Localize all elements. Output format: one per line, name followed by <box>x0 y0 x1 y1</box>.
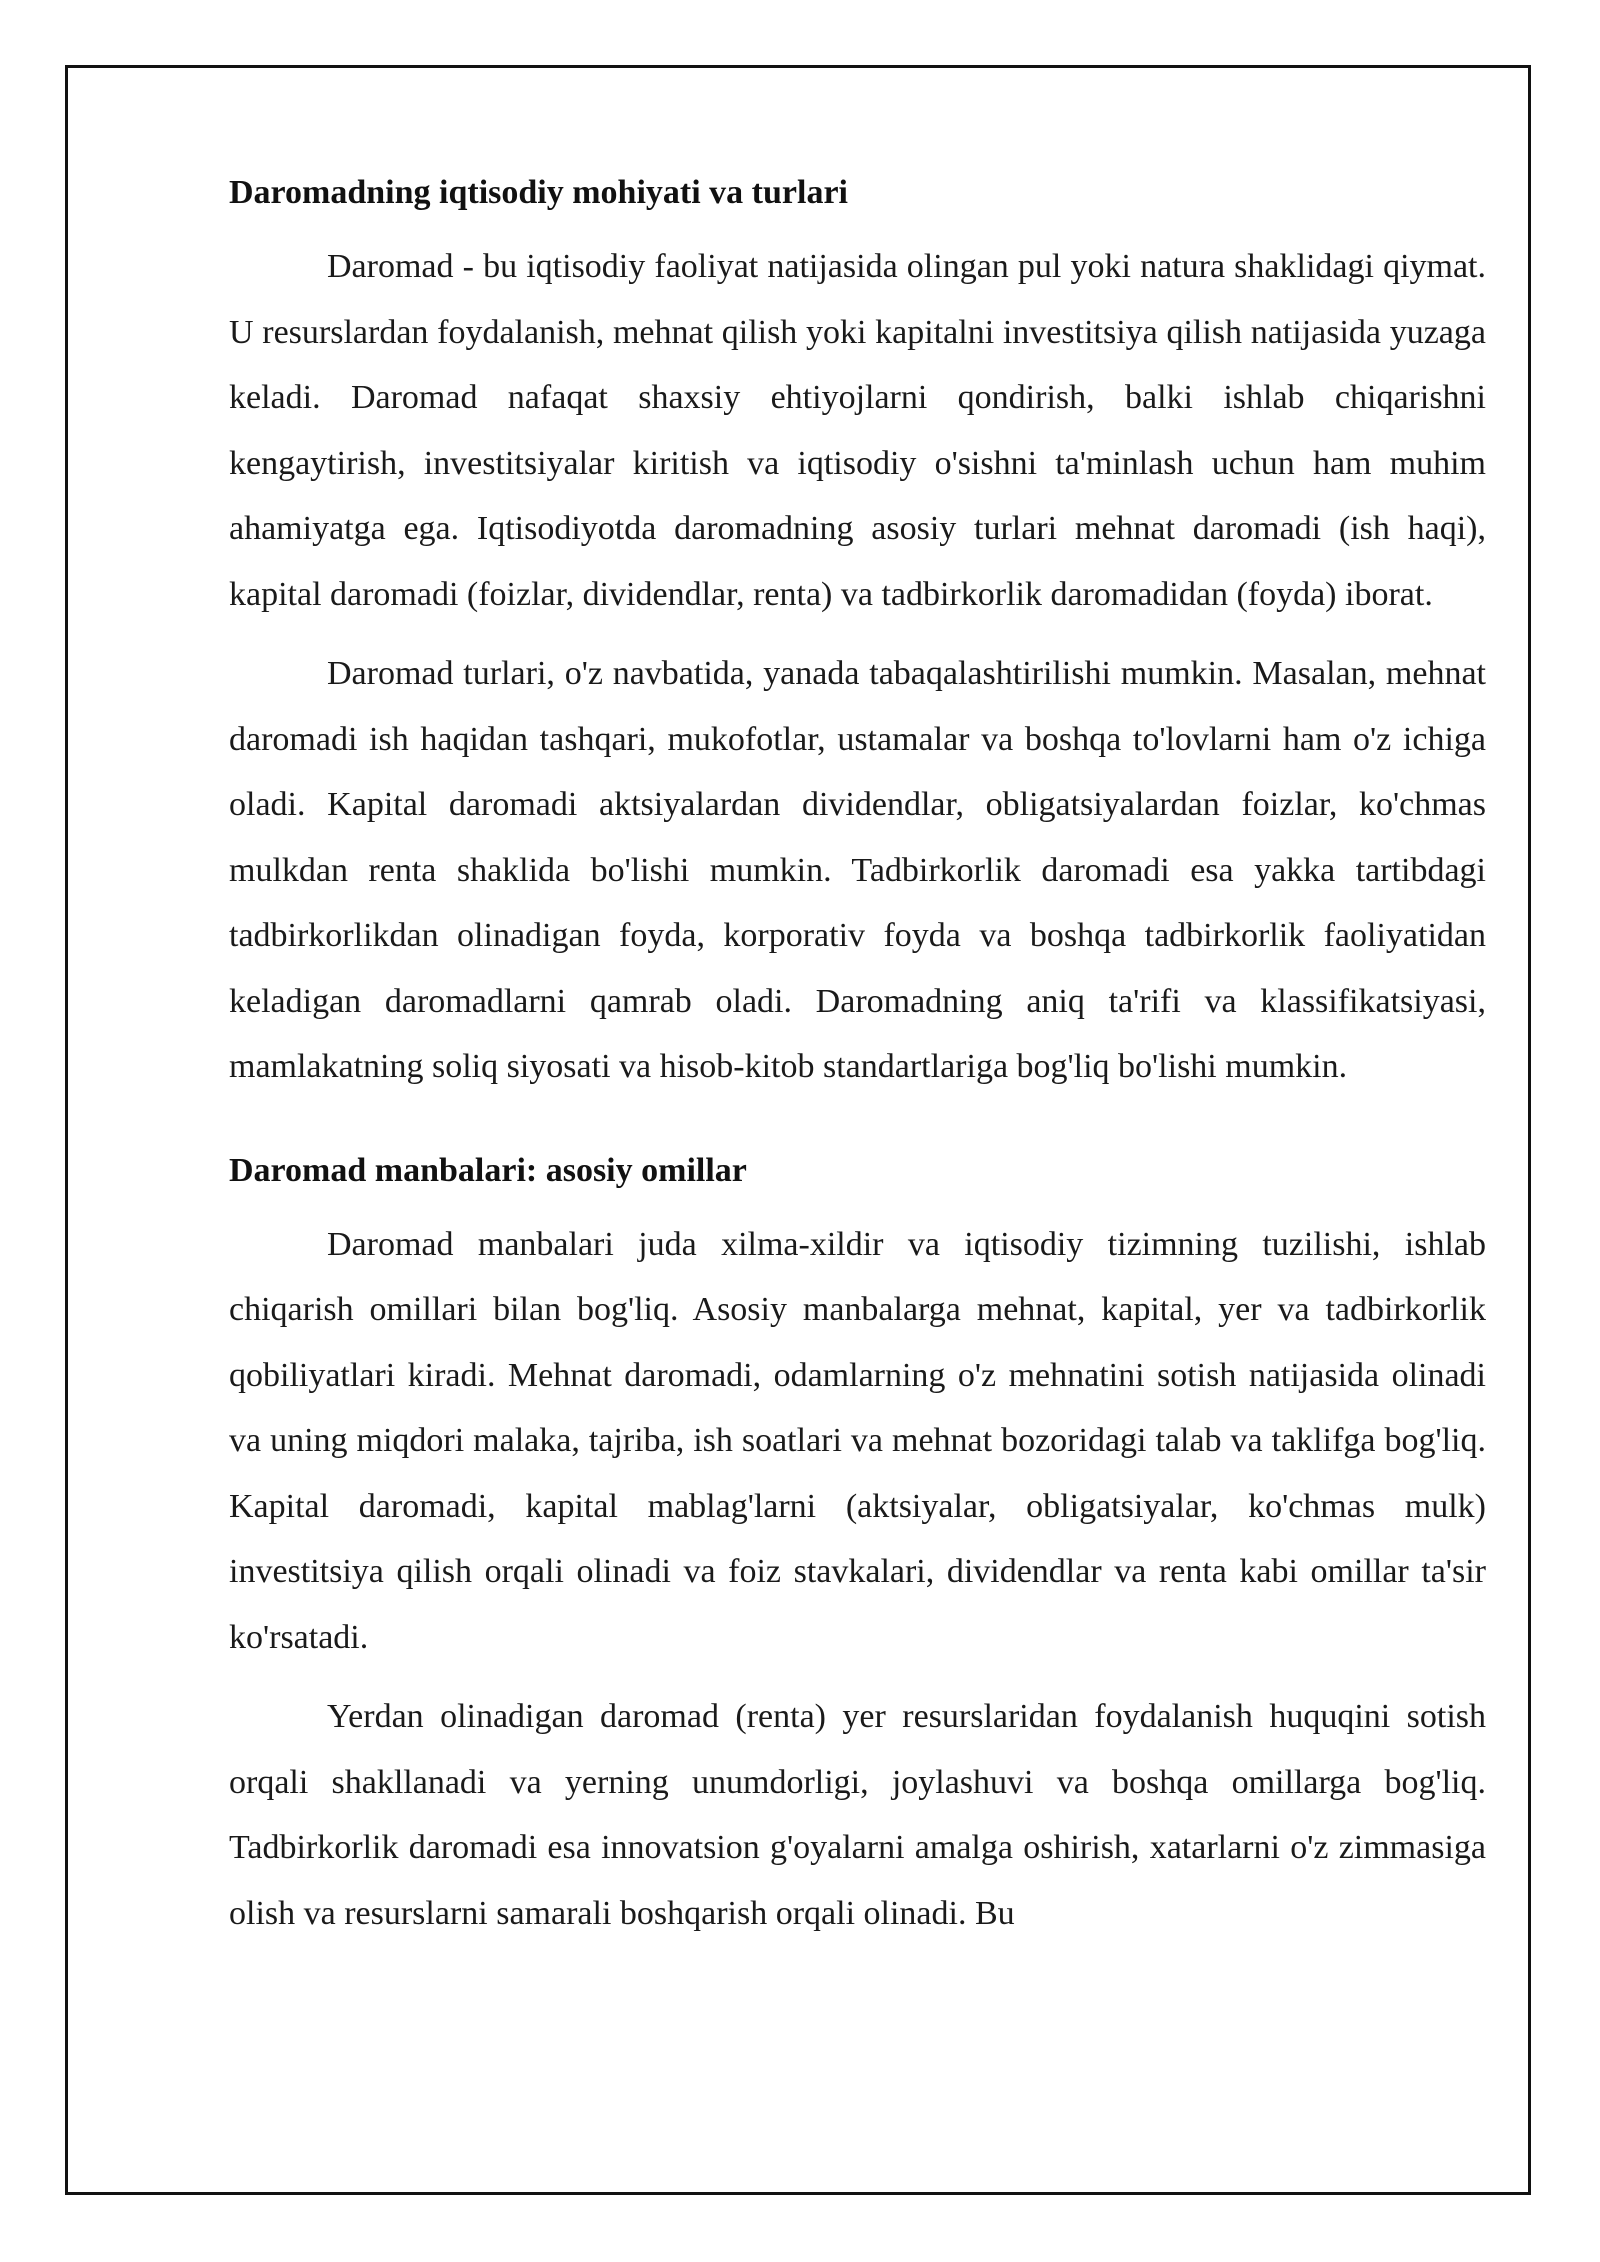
paragraph-income-definition: Daromad - bu iqtisodiy faoliyat natijasida olingan pul yoki natura shaklidagi qiymat. U resurslardan foydalanish, mehnat qilish yoki kapitalni investitsiya qilish natijasida yuzaga keladi. Daromad nafaqat shaxsiy ehtiyojlarni qondirish, balki ishlab chiqarishni kengaytirish, investitsiyalar kiritish va iqtisodiy o'sishni ta'minlash uchun ham muhim ahamiyatga ega. Iqtisodiyotda daromadning asosiy turlari mehnat daromadi (ish haqi), kapital daromadi (foizlar, dividendlar, renta) va tadbirkorlik daromadidan (foyda) iborat. <box>229 248 1486 613</box>
paragraph-land-rent-entrepreneurship: Yerdan olinadigan daromad (renta) yer resurslaridan foydalanish huquqini sotish orqali shakllanadi va yerning unumdorligi, joylashuvi va boshqa omillarga bog'liq. Tadbirkorlik daromadi esa innovatsion g'oyalarni amalga oshirish, xatarlarni o'z zimmasiga olish va resurslarni samarali boshqarish orqali olinadi. Bu <box>229 1698 1486 1932</box>
paragraph-income-sources: Daromad manbalari juda xilma-xildir va iqtisodiy tizimning tuzilishi, ishlab chiqarish omillari bilan bog'liq. Asosiy manbalarga mehnat, kapital, yer va tadbirkorlik qobiliyatlari kiradi. Mehnat daromadi, odamlarning o'z mehnatini sotish natijasida olinadi va uning miqdori malaka, tajriba, ish soatlari va mehnat bozoridagi talab va taklifga bog'liq. Kapital daromadi, kapital mablag'larni (aktsiyalar, obligatsiyalar, ko'chmas mulk) investitsiya qilish orqali olinadi va foiz stavkalari, dividendlar va renta kabi omillar ta'sir ko'rsatadi. <box>229 1225 1486 1656</box>
document-body <box>229 170 1486 1960</box>
section-heading-income-sources: Daromad manbalari: asosiy omillar <box>229 1151 747 1189</box>
paragraph-income-types: Daromad turlari, o'z navbatida, yanada tabaqalashtirilishi mumkin. Masalan, mehnat daromadi ish haqidan tashqari, mukofotlar, ustamalar va boshqa to'lovlarni ham o'z ichiga oladi. Kapital daromadi aktsiyalardan dividendlar, obligatsiyalardan foizlar, ko'chmas mulkdan renta shaklida bo'lishi mumkin. Tadbirkorlik daromadi esa yakka tartibdagi tadbirkorlikdan olinadigan foyda, korporativ foyda va boshqa tadbirkorlik faoliyatidan keladigan daromadlarni qamrab oladi. Daromadning aniq ta'rifi va klassifikatsiyasi, mamlakatning soliq siyosati va hisob-kitob standartlariga bog'liq bo'lishi mumkin. <box>229 655 1486 1085</box>
section-heading-income-essence: Daromadning iqtisodiy mohiyati va turlari <box>229 174 848 211</box>
